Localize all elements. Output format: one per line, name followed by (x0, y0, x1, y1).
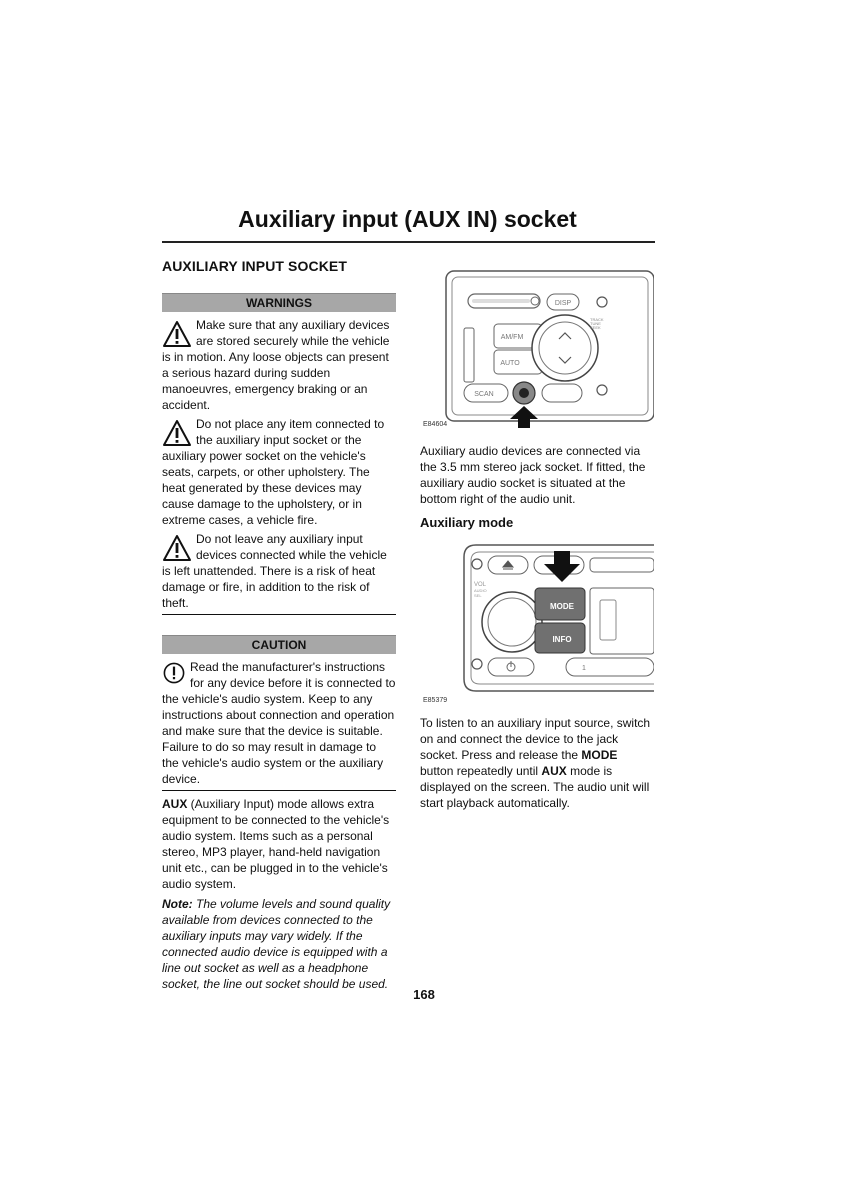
note-paragraph (162, 896, 396, 992)
warning-text: Do not place any item connected to the auxiliary input socket or the auxiliary power socket on the vehicle's seats, carpets, or other upholstery. The heat generated by these devices may cause damage to the upholstery, or in extreme cases, a vehicle fire. (162, 417, 385, 527)
page-title: Auxiliary input (AUX IN) socket (238, 206, 577, 232)
mode-label: MODE (550, 602, 574, 611)
audio-unit-illustration (420, 268, 654, 433)
warning-item (162, 531, 396, 611)
figure-audio-unit-front (420, 268, 654, 433)
mode-paragraph-text-1: To listen to an auxiliary input source, switch on and connect the device to the jack socket. Press and release the (420, 716, 651, 762)
figure-code: E85379 (423, 697, 448, 704)
mode-paragraph-text-2: button repeatedly until (420, 764, 542, 778)
warning-triangle-icon (162, 319, 192, 349)
title-rule (162, 241, 655, 243)
auto-label: AUTO (500, 360, 520, 367)
note-label: Note: (162, 897, 193, 911)
warning-item (162, 317, 396, 413)
subheading-aux-mode: Auxiliary mode (420, 515, 514, 530)
warning-triangle-icon (162, 533, 192, 563)
warnings-end-rule (162, 614, 396, 615)
vol-label: VOL (474, 582, 487, 588)
right-column (420, 268, 654, 811)
caution-text: Read the manufacturer's instructions for any device before it is connected to the vehicle's audio system. Keep to any instructions about connection and operation and make sure that the device is suitable. Failure to do so may result in damage to the vehicle's audio system or the auxiliary device. (162, 660, 396, 786)
sel-label: SEL (474, 593, 482, 598)
preset-1-label: 1 (582, 665, 586, 672)
mode-paragraph (420, 715, 654, 811)
figure-audio-unit-mode (420, 542, 654, 707)
note-text: The volume levels and sound quality available from devices connected to the auxiliary inputs may vary widely. If the connected audio device is equipped with a line out socket as well as a headphone socket, the line out socket should be used. (162, 897, 391, 991)
info-label: INFO (552, 635, 572, 644)
warning-item (162, 416, 396, 528)
jack-paragraph: Auxiliary audio devices are connected via the 3.5 mm stereo jack socket. If fitted, the auxiliary audio socket is situated at the bottom right of the audio unit. (420, 444, 646, 506)
track-label: TRACK (590, 317, 604, 322)
scan-label: SCAN (474, 391, 494, 398)
warning-text: Make sure that any auxiliary devices are stored securely while the vehicle is in motion. Any loose objects can present a serious hazard during sudden manoeuvres, emergency braking or an accident. (162, 318, 390, 412)
caution-item (162, 659, 396, 787)
mode-term: MODE (581, 748, 618, 762)
mode-paragraph-text-3: mode is displayed on the screen. The audio unit will start playback automatically. (420, 764, 650, 810)
caution-header: CAUTION (162, 635, 396, 654)
aux-paragraph-text: (Auxiliary Input) mode allows extra equipment to be connected to the vehicle's audio system. Items such as a personal stereo, MP3 player, hand-held navigation unit etc., can be plugged in to the vehicle's audio system. (162, 797, 390, 891)
warning-triangle-icon (162, 418, 192, 448)
seek-label: SEEK (590, 325, 601, 330)
aux-term: AUX (162, 797, 188, 811)
warning-text: Do not leave any auxiliary input devices connected while the vehicle is left unattended. There is a risk of heat damage or fire, in addition to the risk of theft. (162, 532, 387, 610)
aux-paragraph (162, 796, 396, 892)
caution-circle-icon (162, 661, 186, 685)
mode-button-illustration (420, 542, 654, 694)
aux-term-2: AUX (541, 764, 567, 778)
disp-label: DISP (554, 300, 572, 307)
caution-end-rule (162, 790, 396, 791)
section-heading: AUXILIARY INPUT SOCKET (162, 258, 347, 274)
figure-code: E84604 (423, 421, 448, 428)
amfm-label: AM/FM (500, 334, 524, 341)
left-column (162, 258, 396, 996)
tune-label: TUNE (590, 321, 601, 326)
page-number: 168 (413, 987, 435, 1002)
audio-label: AUDIO (474, 588, 487, 593)
warnings-header: WARNINGS (162, 293, 396, 312)
